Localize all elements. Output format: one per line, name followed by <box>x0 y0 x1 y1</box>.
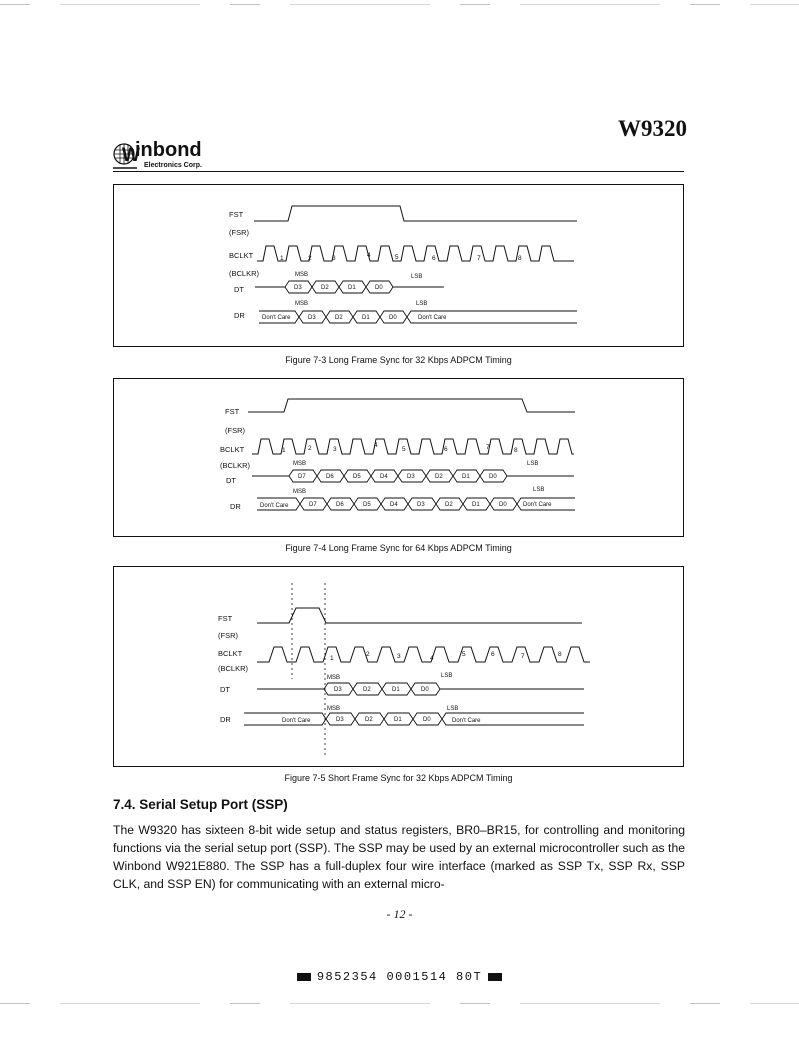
dr-bit-d2: D2 <box>335 315 343 321</box>
figure-7-5-caption: Figure 7-5 Short Frame Sync for 32 Kbps ADPCM Timing <box>284 773 513 783</box>
fst-waveform <box>257 608 582 623</box>
clock-num-5: 5 <box>462 651 466 658</box>
bclk-waveform <box>252 439 574 454</box>
clock-num-4: 4 <box>374 442 378 449</box>
clock-num-3: 3 <box>333 446 337 453</box>
clock-num-2: 2 <box>308 255 312 262</box>
clock-num-6: 6 <box>444 446 448 453</box>
clock-num-5: 5 <box>395 254 399 261</box>
figure-7-4-caption: Figure 7-4 Long Frame Sync for 64 Kbps ADPCM Timing <box>285 543 512 553</box>
dr-bit-d1: D1 <box>394 717 402 723</box>
dr-lsb-label: LSB <box>447 706 459 712</box>
fst-waveform <box>248 399 575 412</box>
barcode-block-left <box>297 973 311 981</box>
dt-lsb-label: LSB <box>441 673 453 679</box>
dt-lsb-label: LSB <box>527 461 539 467</box>
dr-dontcare-right-text: Don't Care <box>418 315 447 321</box>
figure-7-3 <box>113 184 684 347</box>
bclkr-label: (BCLKR) <box>229 269 260 278</box>
clock-num-1: 1 <box>330 655 334 662</box>
dr-dontcare-left-text: Don't Care <box>282 718 311 724</box>
dr-bit-d7: D7 <box>309 502 317 508</box>
barcode-footer <box>0 970 799 984</box>
dt-msb-label: MSB <box>327 675 341 681</box>
dr-bit-d1: D1 <box>472 502 480 508</box>
clock-num-6: 6 <box>432 255 436 262</box>
dr-msb-label: MSB <box>295 301 309 307</box>
dt-label: DT <box>220 685 230 694</box>
bclkt-label: BCLKT <box>229 251 254 260</box>
dt-bit-d5: D5 <box>353 474 361 480</box>
section-body: The W9320 has sixteen 8-bit wide setup and status registers, BR0–BR15, for controlling and monitoring functions via the serial setup port (SSP). The SSP may be used by an external microcontroller such as the Winbond W921E880. The SSP has a full-duplex four wire interface (marked as SSP Tx, SSP Rx, SSP CLK, and SSP EN) for communicating with an external micro- <box>113 823 685 891</box>
figure-7-5 <box>113 566 684 767</box>
dr-msb-label: MSB <box>293 489 307 495</box>
dr-msb-label: MSB <box>327 706 341 712</box>
clock-num-1: 1 <box>282 447 286 454</box>
dr-bit-d0: D0 <box>389 315 397 321</box>
dr-lsb-label: LSB <box>416 301 428 307</box>
dr-bit-d0: D0 <box>499 502 507 508</box>
dt-bit-d0: D0 <box>489 474 497 480</box>
clock-num-7: 7 <box>486 444 490 451</box>
clock-num-7: 7 <box>477 255 481 262</box>
clock-num-7: 7 <box>521 653 525 660</box>
dr-dontcare-left-text: Don't Care <box>262 315 291 321</box>
dt-bit-d3: D3 <box>334 687 342 693</box>
fst-label: FST <box>229 210 244 219</box>
dt-bit-d1: D1 <box>392 687 400 693</box>
dr-dontcare-right-text: Don't Care <box>452 718 481 724</box>
figure-7-3-caption: Figure 7-3 Long Frame Sync for 32 Kbps ADPCM Timing <box>285 355 512 365</box>
dt-bit-d6: D6 <box>326 474 334 480</box>
dr-bit-d5: D5 <box>363 502 371 508</box>
dt-bit-d7: D7 <box>298 474 306 480</box>
timing-diagram-7-4 <box>114 379 683 536</box>
dt-bit-d0: D0 <box>421 687 429 693</box>
dr-label: DR <box>220 715 231 724</box>
svg-text:W: W <box>122 145 140 166</box>
clock-num-2: 2 <box>308 445 312 452</box>
dr-label: DR <box>230 502 241 511</box>
dt-label: DT <box>234 285 244 294</box>
dt-bit-d2: D2 <box>363 687 371 693</box>
bclkr-label: (BCLKR) <box>218 664 249 673</box>
dt-bit-d0: D0 <box>375 285 383 291</box>
logo-subtitle: Electronics Corp. <box>144 162 202 169</box>
dr-bit-d0: D0 <box>423 717 431 723</box>
section-heading: 7.4. Serial Setup Port (SSP) <box>113 797 288 812</box>
timing-diagram-7-5 <box>114 567 683 766</box>
dt-bit-d3: D3 <box>407 474 415 480</box>
bclk-waveform <box>257 246 574 261</box>
dt-bit-d2: D2 <box>321 285 329 291</box>
dr-bit-d4: D4 <box>390 502 398 508</box>
globe-icon <box>113 141 140 171</box>
dt-bit-d1: D1 <box>348 285 356 291</box>
fsr-label: (FSR) <box>218 631 238 640</box>
barcode-block-right <box>488 973 502 981</box>
figure-7-4 <box>113 378 684 537</box>
clock-num-8: 8 <box>518 255 522 262</box>
winbond-logo <box>113 139 233 173</box>
dr-bit-d3: D3 <box>308 315 316 321</box>
bclkr-label: (BCLKR) <box>220 461 251 470</box>
scan-artifact-top <box>0 4 799 5</box>
dr-bit-d1: D1 <box>362 315 370 321</box>
dr-dontcare-right-text: Don't Care <box>523 502 552 508</box>
fst-waveform <box>254 206 577 221</box>
fsr-label: (FSR) <box>225 426 245 435</box>
dr-bit-d6: D6 <box>336 502 344 508</box>
scan-artifact-bottom <box>0 1003 799 1004</box>
chip-title: W9320 <box>618 116 687 141</box>
dr-label: DR <box>234 311 245 320</box>
bclkt-label: BCLKT <box>218 649 243 658</box>
timing-diagram-7-3 <box>114 185 683 346</box>
dr-bit-d2: D2 <box>445 502 453 508</box>
dr-bit-d3: D3 <box>336 717 344 723</box>
dt-lsb-label: LSB <box>411 274 423 280</box>
clock-num-5: 5 <box>402 446 406 453</box>
dr-bit-d2: D2 <box>365 717 373 723</box>
logo-word: inbond <box>135 139 202 161</box>
clock-num-4: 4 <box>367 252 371 259</box>
dt-bit-d4: D4 <box>380 474 388 480</box>
header-rule <box>113 171 684 172</box>
clock-num-8: 8 <box>514 447 518 454</box>
clock-num-3: 3 <box>397 653 401 660</box>
clock-num-2: 2 <box>366 651 370 658</box>
clock-num-8: 8 <box>558 651 562 658</box>
dr-dontcare-left-text: Don't Care <box>260 503 289 509</box>
barcode-text: 9852354 0001514 80T <box>316 970 483 984</box>
dt-bit-d2: D2 <box>435 474 443 480</box>
dt-msb-label: MSB <box>293 461 307 467</box>
fsr-label: (FSR) <box>229 228 249 237</box>
bclkt-label: BCLKT <box>220 445 245 454</box>
page-number: - 12 - <box>386 907 413 921</box>
dt-msb-label: MSB <box>295 272 309 278</box>
fst-label: FST <box>218 614 233 623</box>
dt-bit-d1: D1 <box>462 474 470 480</box>
dt-label: DT <box>226 476 236 485</box>
dt-bit-d3: D3 <box>294 285 302 291</box>
clock-num-3: 3 <box>332 255 336 262</box>
clock-num-6: 6 <box>491 651 495 658</box>
bclk-waveform <box>257 647 590 662</box>
clock-num-1: 1 <box>280 255 284 262</box>
clock-num-4: 4 <box>430 655 434 662</box>
fst-label: FST <box>225 407 240 416</box>
dr-lsb-label: LSB <box>533 487 545 493</box>
dr-bit-d3: D3 <box>417 502 425 508</box>
